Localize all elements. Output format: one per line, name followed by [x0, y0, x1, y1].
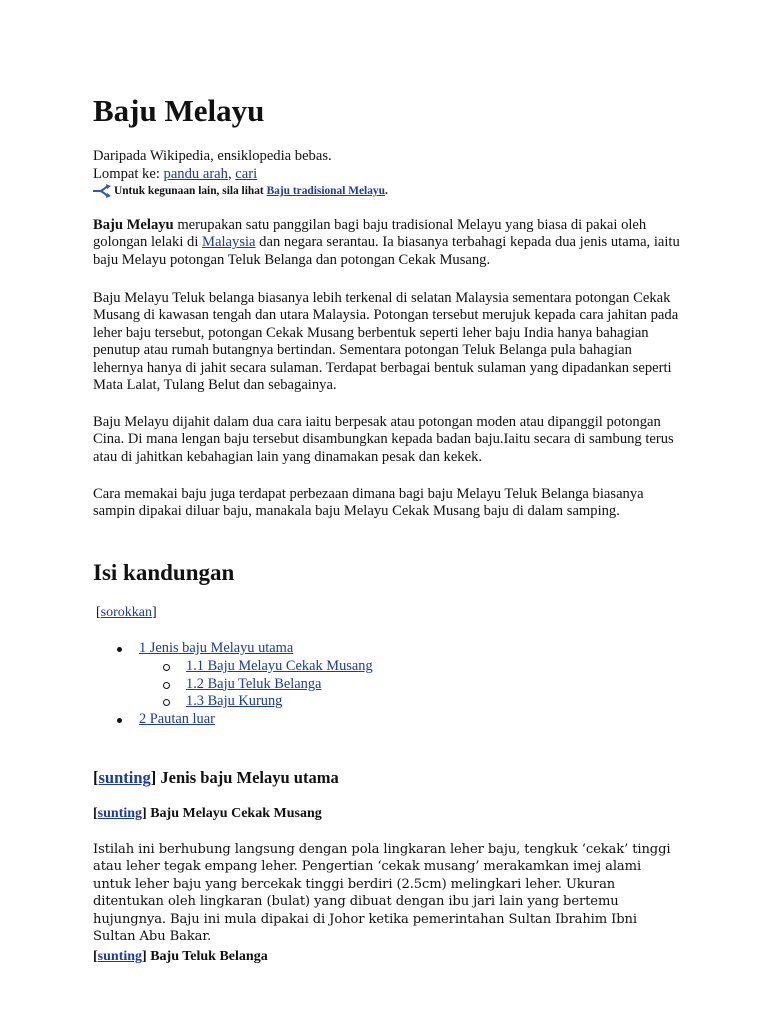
bullet-circle-icon — [163, 664, 170, 671]
paragraph-cekak-musang: Istilah ini berhubung langsung dengan pola lingkaran leher baju, tengkuk ‘cekak’ tinggi atau leher tegak empang leher. Pengertian ‘cekak musang’ merakamkan imej alami untuk leher baju yang bercekak tinggi berdiri (2.5cm) melingkari leher. Ukuran ditentukan oleh lingkaran (bulat) yang dibuat dengan ibu jari lain yang bertemu hujungnya. Baju ini mula dipakai di Johor ketika pemerintahan Sultan Ibrahim Ibni Sultan Abu Bakar. — [93, 842, 671, 945]
toc-hide-link[interactable]: sorokkan — [100, 605, 152, 620]
section-title: Baju Melayu Cekak Musang — [146, 806, 322, 821]
jump-search-link[interactable]: cari — [235, 166, 258, 182]
toc-link-1-3[interactable]: 1.3 Baju Kurung — [186, 693, 283, 710]
bullet-circle-icon — [163, 699, 170, 706]
edit-bracket-open: [ — [93, 768, 99, 787]
jump-prefix: Lompat ke: — [93, 166, 164, 182]
intro-paragraph — [93, 217, 683, 269]
edit-section-link[interactable]: sunting — [98, 768, 151, 787]
section-heading-cekak-musang — [93, 805, 322, 823]
jump-nav-link[interactable]: pandu arah — [163, 166, 228, 182]
hatnote-text: Untuk kegunaan lain, sila lihat — [114, 185, 264, 197]
jump-to-line — [93, 165, 257, 183]
toc-item — [93, 658, 373, 676]
hatnote — [93, 183, 388, 199]
paragraph-jahitan: Baju Melayu dijahit dalam dua cara iaitu berpesak atau potongan moden atau dipanggil potongan Cina. Di mana lengan baju tersebut disambungkan kepada badan baju.Iaitu secara di sambung terus atau di jahitkan kebahagian lain yang dinamakan pesak dan kekek. — [93, 414, 674, 465]
toc-item — [93, 711, 373, 729]
toc-toggle — [96, 604, 157, 622]
bullet-disc-icon — [117, 718, 122, 723]
bullet-circle-icon — [163, 682, 170, 689]
jump-separator: , — [227, 166, 236, 182]
hatnote-end: . — [384, 185, 388, 197]
edit-bracket-open: [ — [93, 806, 98, 821]
edit-bracket-close: ] — [150, 768, 157, 787]
disambiguation-icon — [92, 184, 112, 198]
edit-section-link[interactable]: sunting — [97, 949, 143, 964]
toc-list — [93, 640, 373, 729]
edit-bracket-close: ] — [142, 806, 147, 821]
edit-section-link[interactable]: sunting — [97, 806, 143, 821]
toc-link-2[interactable]: 2 Pautan luar — [139, 711, 215, 728]
intro-text-a: merupakan satu panggilan bagi baju tradisional Melayu yang biasa di pakai oleh golongan lelaki di — [93, 217, 647, 251]
section-title: Jenis baju Melayu utama — [156, 768, 339, 787]
section-title: Baju Teluk Belanga — [146, 949, 268, 964]
toc-item — [93, 676, 373, 694]
toc-toggle-close: ] — [152, 605, 157, 620]
intro-bold-term: Baju Melayu — [93, 217, 174, 233]
intro-text-b: dan negara serantau. Ia biasanya terbahagi kepada dua jenis utama, iaitu baju Melayu potongan Teluk Belanga dan potongan Cekak Musang. — [93, 234, 680, 268]
page-title: Baju Melayu — [93, 93, 265, 128]
from-line: Daripada Wikipedia, ensiklopedia bebas. — [93, 148, 332, 164]
toc-link-1[interactable]: 1 Jenis baju Melayu utama — [139, 640, 294, 656]
section-heading-jenis — [93, 768, 339, 788]
malaysia-link[interactable]: Malaysia — [202, 234, 256, 251]
edit-bracket-open: [ — [93, 949, 98, 964]
paragraph-cara-memakai: Cara memakai baju juga terdapat perbezaan dimana bagi baju Melayu Teluk Belanga biasanya sampin dipakai diluar baju, manakala baju Melayu Cekak Musang baju di dalam samping. — [93, 486, 644, 520]
toc-link-1-1[interactable]: 1.1 Baju Melayu Cekak Musang — [186, 657, 373, 674]
toc-title: Isi kandungan — [93, 560, 235, 585]
toc-toggle-open: [ — [96, 605, 101, 620]
paragraph-teluk-belanga: Baju Melayu Teluk belanga biasanya lebih terkenal di selatan Malaysia sementara potongan Cekak Musang di kawasan tengah dan utara Malaysia. Potongan tersebut merujuk kepada cara jahitan pada leher baju tersebut, potongan Cekak Musang berbentuk seperti leher baju India hanya bahagian penutup atau rumah butangnya bertindan. Sementara potongan Teluk Belanga pula bahagian lehernya hanya di jahit secara sulaman. Terdapat berbagai bentuk sulaman yang dipadankan seperti Mata Lalat, Tulang Belut dan sebagainya. — [93, 290, 679, 394]
section-heading-teluk-belanga — [93, 948, 268, 966]
edit-bracket-close: ] — [142, 949, 147, 964]
toc-item — [93, 640, 373, 658]
toc-item — [93, 693, 373, 711]
hatnote-link[interactable]: Baju tradisional Melayu — [266, 185, 385, 197]
toc-link-1-2[interactable]: 1.2 Baju Teluk Belanga — [186, 675, 322, 692]
bullet-disc-icon — [117, 647, 122, 652]
